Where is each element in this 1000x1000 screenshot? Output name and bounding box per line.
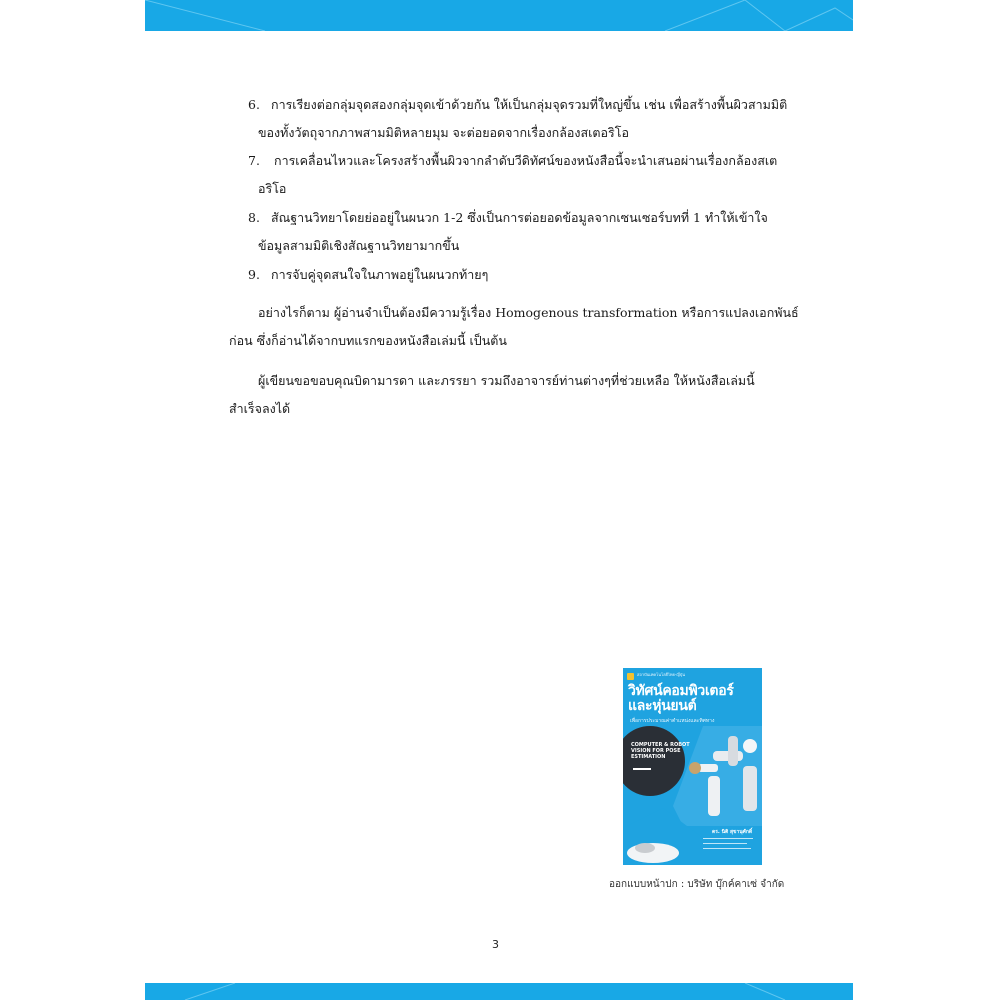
list-number: 9.	[248, 267, 260, 282]
cover-title	[628, 684, 734, 714]
cover-english-line: COMPUTER & ROBOT	[631, 742, 690, 748]
hand-illustration	[623, 808, 703, 865]
cover-subtitle: เพื่อการประมาณค่าตำแหน่งและทิศทาง	[630, 718, 715, 724]
cover-english-line: VISION FOR POSE	[631, 748, 681, 754]
list-number: 7.	[248, 153, 260, 168]
list-text: ข้อมูลสามมิติเชิงสัณฐานวิทยามากขึ้น	[258, 238, 460, 253]
list-text: การเรียงต่อกลุ่มจุดสองกลุ่มจุดเข้าด้วยกัน ให้เป็นกลุ่มจุดรวมที่ใหญ่ขึ้น เช่น เพื่อสร้างพื้นผิวสามมิติ	[271, 97, 788, 112]
cover-english-line: ESTIMATION	[631, 754, 666, 760]
header-band-lines	[145, 0, 853, 31]
list-number: 6.	[248, 97, 260, 112]
cover-caption: ออกแบบหน้าปก : บริษัท บุ๊กค์คาเซ่ จำกัด	[609, 879, 785, 890]
paragraph-line: ผู้เขียนขอขอบคุณบิดามารดา และภรรยา รวมถึงอาจารย์ท่านต่างๆที่ช่วยเหลือ ให้หนังสือเล่มนี้	[258, 373, 755, 388]
cover-title-line: และหุ่นยนต์	[628, 698, 697, 714]
footer-band-lines	[145, 983, 853, 1000]
cover-affiliation	[703, 836, 753, 849]
list-text: การจับคู่จุดสนใจในภาพอยู่ในผนวกท้ายๆ	[271, 267, 489, 282]
cover-title-line: วิทัศน์คอมพิวเตอร์	[628, 683, 734, 699]
footer-band	[145, 983, 853, 1000]
cover-publisher: สถาบันเทคโนโลยีไทย-ญี่ปุ่น	[637, 672, 686, 677]
cover-accent-bar	[633, 768, 651, 770]
list-number: 8.	[248, 210, 260, 225]
publisher-logo-icon	[627, 673, 634, 680]
paragraph-line: สำเร็จลงได้	[229, 401, 291, 416]
paragraph-line: ก่อน ซึ่งก็อ่านได้จากบทแรกของหนังสือเล่มนี้ เป็นต้น	[229, 333, 507, 348]
cover-author: ดร. นิติ สุขานุศักดิ์	[712, 829, 753, 835]
page-number: 3	[492, 938, 499, 951]
paragraph-line: อย่างไรก็ตาม ผู้อ่านจำเป็นต้องมีความรู้เรื่อง Homogenous transformation หรือการแปลงเอกพันธ์	[258, 305, 799, 320]
book-cover-image	[623, 668, 762, 865]
list-text: สัณฐานวิทยาโดยย่ออยู่ในผนวก 1-2 ซึ่งเป็นการต่อยอดข้อมูลจากเซนเซอร์บทที่ 1 ทำให้เข้าใจ	[271, 210, 768, 225]
list-text: อริโอ	[258, 181, 287, 196]
header-band	[145, 0, 853, 31]
list-text: การเคลื่อนไหวและโครงสร้างพื้นผิวจากลำดับวีดิทัศน์ของหนังสือนี้จะนำเสนอผ่านเรื่องกล้องสเต	[274, 153, 778, 168]
list-text: ของทั้งวัตถุจากภาพสามมิติหลายมุม จะต่อยอดจากเรื่องกล้องสเตอริโอ	[258, 125, 629, 140]
